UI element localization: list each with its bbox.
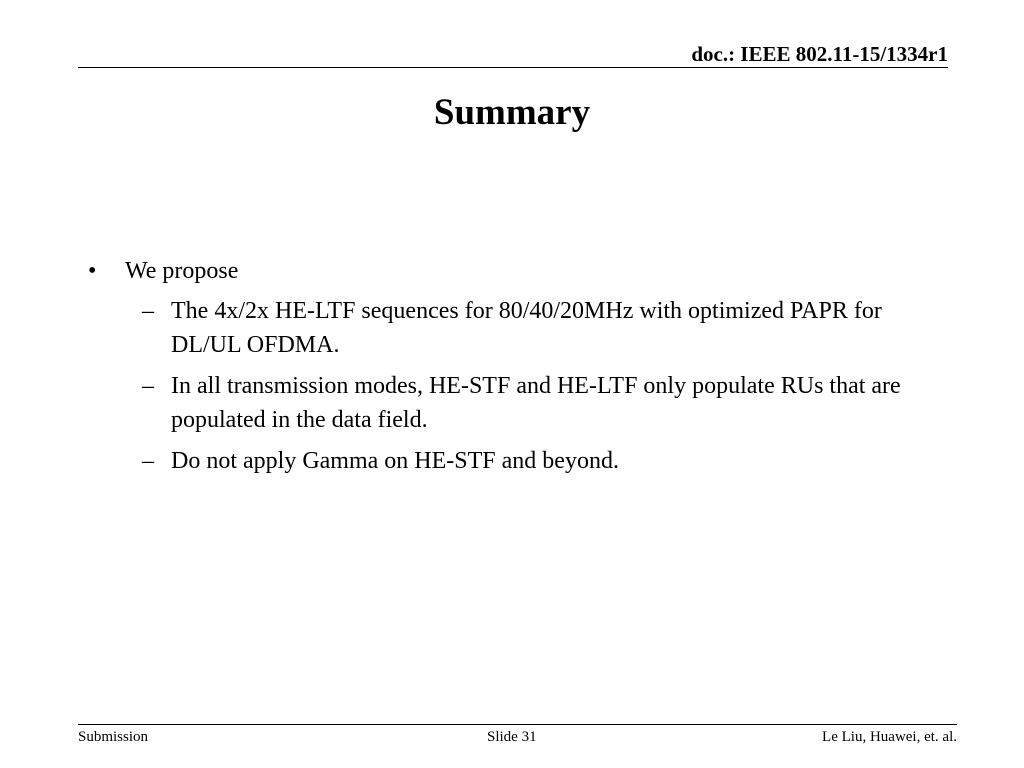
- sub-bullet-text: The 4x/2x HE-LTF sequences for 80/40/20MHz with optimized PAPR for DL/UL OFDMA.: [171, 298, 882, 358]
- footer-slide-number: Slide 31: [487, 729, 537, 745]
- footer-authors: Le Liu, Huawei, et. al.: [822, 729, 957, 745]
- sub-bullet-text: In all transmission modes, HE-STF and HE-LTF only populate RUs that are populated in the data field.: [171, 373, 901, 433]
- header-divider: [78, 67, 948, 68]
- dash-marker: –: [142, 298, 154, 324]
- bullet-text: We propose: [125, 258, 239, 284]
- footer-submission: Submission: [78, 729, 149, 745]
- bullet-marker: •: [88, 258, 97, 284]
- footer-divider: [78, 724, 957, 725]
- bullet-item: [84, 254, 944, 288]
- sub-bullet-item: [84, 294, 901, 362]
- sub-bullet-text: Do not apply Gamma on HE-STF and beyond.: [171, 448, 619, 474]
- sub-bullet-item: [84, 369, 901, 437]
- slide-title: Summary: [433, 92, 591, 133]
- sub-bullet-list: [84, 294, 944, 478]
- document-id: doc.: IEEE 802.11-15/1334r1: [691, 42, 948, 66]
- dash-marker: –: [142, 373, 154, 399]
- slide-content: [84, 254, 944, 485]
- sub-bullet-item: [84, 444, 901, 478]
- dash-marker: –: [142, 448, 154, 474]
